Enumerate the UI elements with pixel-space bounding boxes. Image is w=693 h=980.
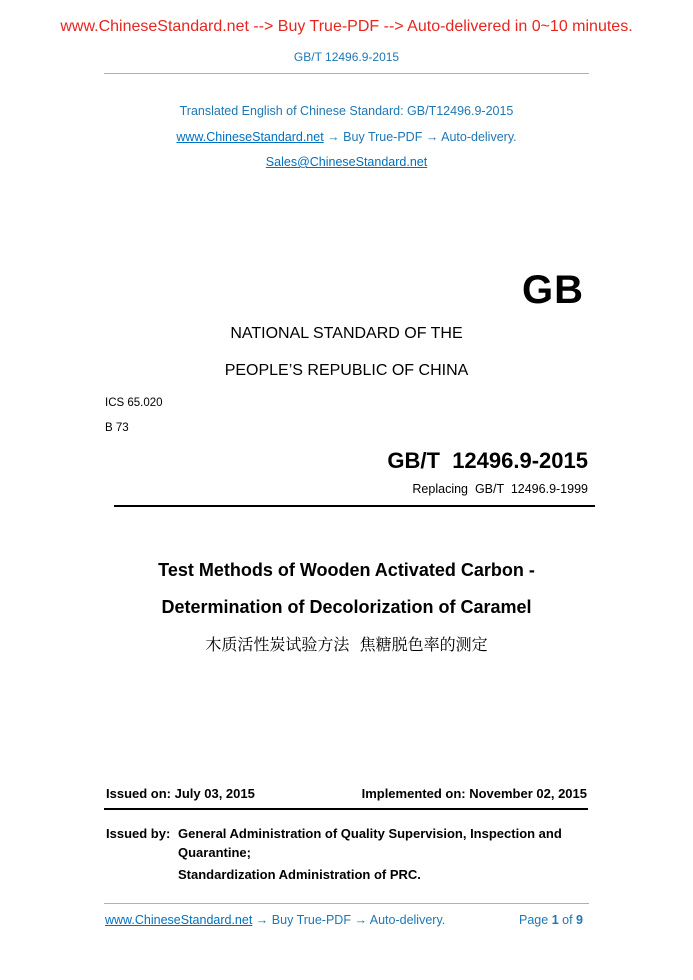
footer-buy-text: Buy True-PDF <box>271 913 351 927</box>
footer-promo <box>105 913 445 927</box>
promo-line <box>0 130 693 144</box>
chinese-title: 木质活性炭试验方法 焦糖脱色率的测定 <box>205 635 488 654</box>
footer-delivery-text: Auto-delivery. <box>369 913 446 927</box>
national-line-1: NATIONAL STANDARD OF THE <box>230 325 463 342</box>
translated-line: Translated English of Chinese Standard: GB/T12496.9-2015 <box>179 104 514 118</box>
promo-site-link[interactable]: www.ChineseStandard.net <box>176 130 324 144</box>
category-code: B 73 <box>105 422 129 434</box>
promo-buy-text: Buy True-PDF <box>343 130 423 144</box>
arrow-right-icon: → <box>255 913 269 927</box>
header-code: GB/T 12496.9-2015 <box>293 50 400 64</box>
implemented-on: Implemented on: November 02, 2015 <box>361 786 587 801</box>
replacing-note: Replacing GB/T 12496.9-1999 <box>412 482 588 496</box>
issued-by-line-1: General Administration of Quality Supervision, Inspection and <box>178 826 562 841</box>
arrow-right-icon: → <box>354 913 367 927</box>
ics-code: ICS 65.020 <box>105 397 163 409</box>
footer-site-link[interactable]: www.ChineseStandard.net <box>105 913 253 927</box>
issue-rule <box>104 808 588 810</box>
of-label: of <box>562 913 573 927</box>
issued-by-line-3: Standardization Administration of PRC. <box>178 867 421 882</box>
issued-by-label: Issued by: <box>106 826 171 841</box>
page-total: 9 <box>576 913 583 927</box>
header-rule <box>104 73 589 74</box>
standard-number: GB/T 12496.9-2015 <box>387 448 588 473</box>
national-line-2: PEOPLE’S REPUBLIC OF CHINA <box>224 362 469 379</box>
issued-on: Issued on: July 03, 2015 <box>106 786 255 801</box>
footer-rule <box>104 903 589 904</box>
page-indicator <box>519 913 583 927</box>
title-line-2: Determination of Decolorization of Caramel <box>161 597 532 617</box>
page-number: 1 <box>551 913 559 927</box>
gb-logo: GB <box>522 268 584 312</box>
page-label: Page <box>519 913 549 927</box>
promo-delivery-text: Auto-delivery. <box>441 130 517 144</box>
title-rule <box>114 505 595 507</box>
top-banner[interactable]: www.ChineseStandard.net --> Buy True-PDF --> Auto-delivered in 0~10 minutes. <box>60 18 633 35</box>
arrow-right-icon: → <box>327 130 340 144</box>
email-line <box>0 155 693 169</box>
issued-by-line-2: Quarantine; <box>178 845 251 860</box>
arrow-right-icon: → <box>425 130 439 144</box>
email-link[interactable]: Sales@ChineseStandard.net <box>265 155 428 169</box>
title-line-1: Test Methods of Wooden Activated Carbon - <box>158 560 535 580</box>
